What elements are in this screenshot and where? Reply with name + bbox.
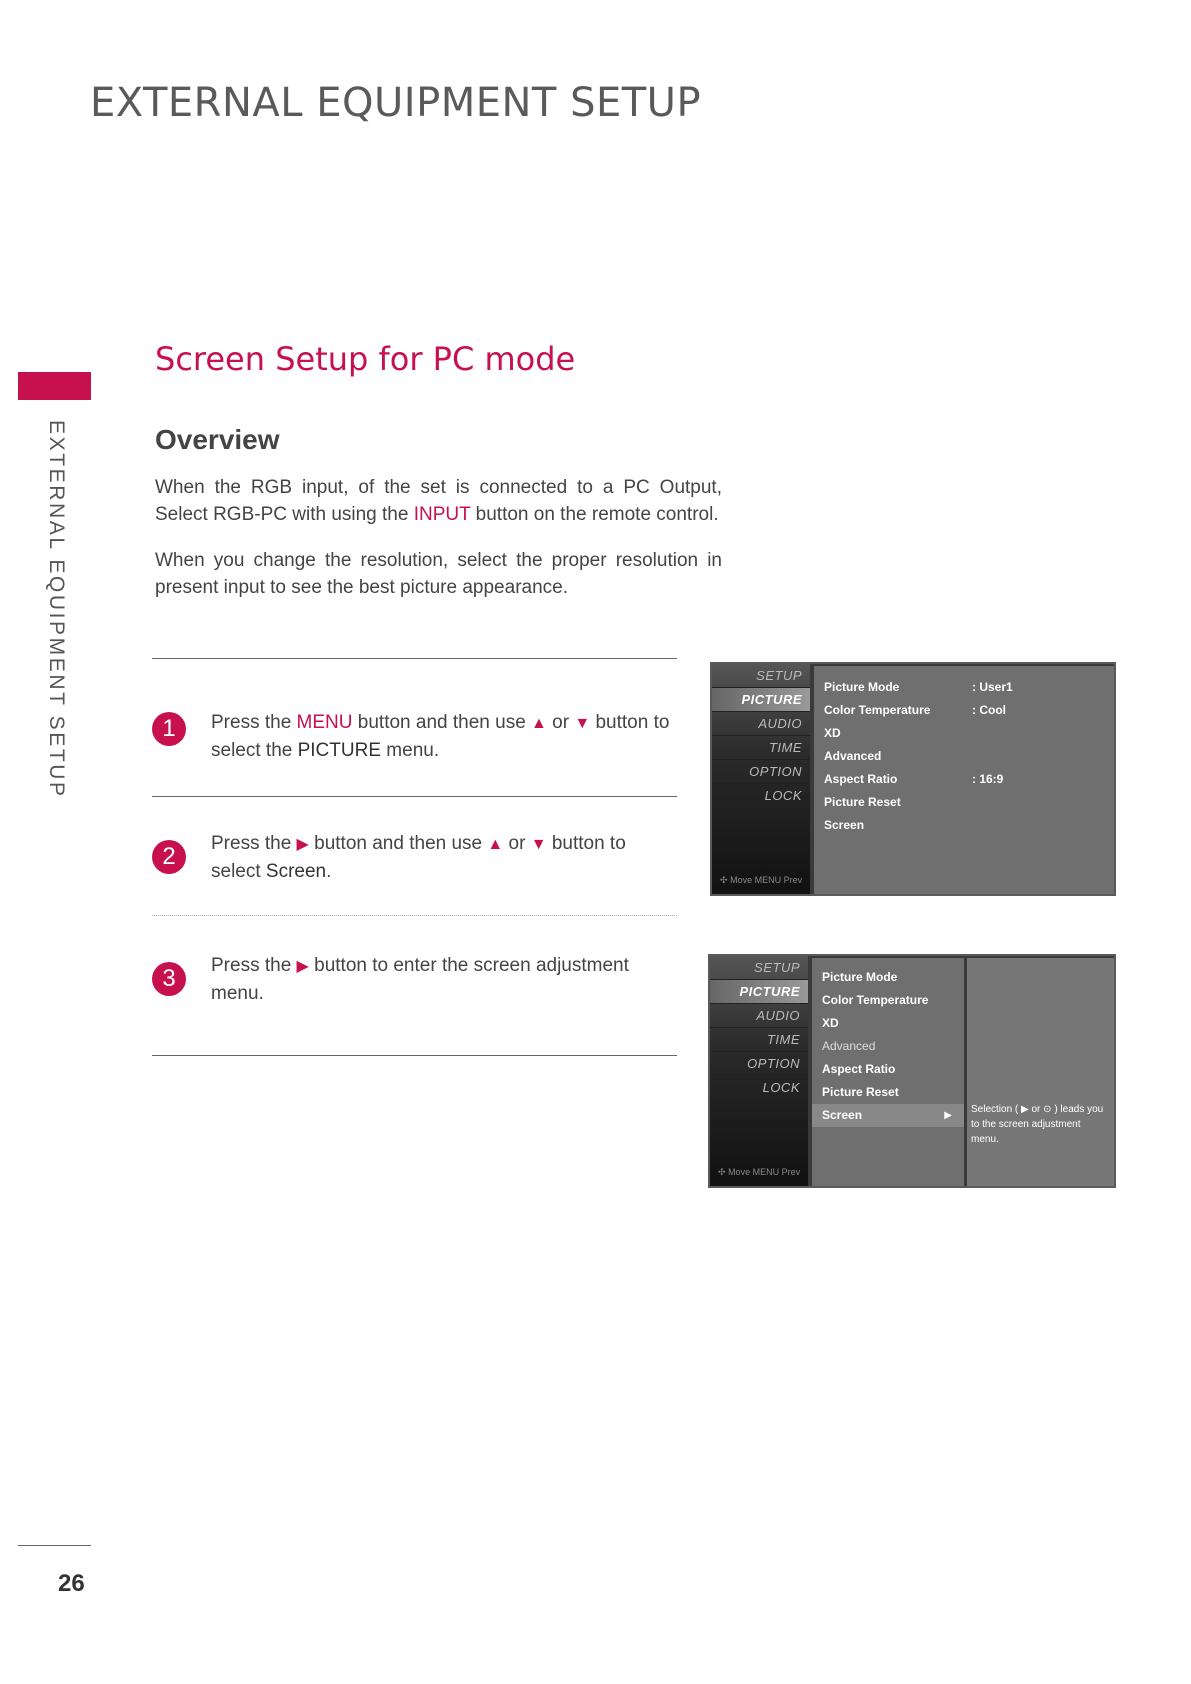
- osd-row-label: Screen: [822, 1108, 863, 1122]
- overview-heading: Overview: [155, 424, 280, 455]
- osd-prev-label: Prev: [781, 1167, 801, 1177]
- osd-tab-setup: SETUP: [712, 664, 810, 688]
- step-3-text: [211, 952, 671, 1007]
- up-arrow-icon: ▲: [487, 836, 504, 853]
- text: or: [546, 712, 575, 733]
- text: button to enter the screen adjustment menu.: [211, 955, 629, 1004]
- osd-row: [814, 699, 1114, 722]
- osd-tab-lock: LOCK: [710, 1076, 808, 1100]
- down-arrow-icon: ▼: [574, 715, 591, 732]
- osd-row-label: XD: [824, 726, 841, 740]
- osd-picture-menu: [710, 662, 1116, 896]
- osd-tab-time: TIME: [712, 736, 810, 760]
- side-tab-marker: [18, 372, 91, 400]
- text: menu.: [381, 740, 440, 761]
- osd-row-label: Picture Reset: [824, 795, 901, 809]
- text: button and then use: [352, 712, 532, 733]
- osd-tab-setup: SETUP: [710, 956, 808, 980]
- osd-options-panel: [812, 958, 964, 1186]
- osd-options-panel: [814, 666, 1114, 894]
- osd-row-selected: [812, 1104, 964, 1127]
- down-arrow-icon: ▼: [530, 836, 547, 853]
- osd-row: Aspect Ratio: [822, 1062, 896, 1076]
- page-title: EXTERNAL EQUIPMENT SETUP: [90, 80, 702, 126]
- osd-row-label: Color Temperature: [824, 703, 931, 717]
- footer-divider: [18, 1545, 91, 1546]
- divider: [152, 796, 677, 797]
- text: Press the: [211, 955, 297, 976]
- osd-row: Color Temperature: [822, 993, 929, 1007]
- osd-row: Picture Reset: [822, 1085, 899, 1099]
- osd-tab-audio: AUDIO: [710, 1004, 808, 1028]
- step-number-1: 1: [152, 712, 186, 746]
- osd-tab-picture: PICTURE: [710, 980, 808, 1004]
- text: button and then use: [308, 833, 488, 854]
- text: Press the: [211, 712, 297, 733]
- osd-screen-menu: [708, 954, 1116, 1188]
- step-number-2: 2: [152, 840, 186, 874]
- osd-row: [814, 791, 1114, 814]
- osd-prev-label: Prev: [783, 875, 803, 885]
- move-icon: ✣: [720, 875, 728, 885]
- osd-row: [814, 676, 1114, 699]
- menu-button-name: MENU: [296, 712, 353, 733]
- chevron-right-icon: ▶: [944, 1110, 952, 1121]
- osd-row: [814, 814, 1114, 837]
- text: or: [503, 833, 531, 854]
- up-arrow-icon: ▲: [531, 715, 547, 732]
- osd-tab-option: OPTION: [712, 760, 810, 784]
- overview-paragraph-2: When you change the resolution, select the proper resolution in present input to see the best picture appearance.: [155, 550, 722, 598]
- overview-paragraph-1: [155, 474, 722, 528]
- page-number: 26: [58, 1570, 85, 1597]
- text: button to select: [211, 833, 626, 882]
- osd-row: Advanced: [822, 1039, 876, 1053]
- right-arrow-icon: ▶: [296, 836, 309, 853]
- osd-help-panel: [967, 958, 1114, 1186]
- osd-menu-key: MENU: [754, 875, 782, 885]
- paragraph-text: When the RGB input, of the set is connected to a PC Output, Select RGB-PC with using the: [155, 477, 722, 525]
- osd-menu-key: MENU: [752, 1167, 780, 1177]
- osd-row: XD: [822, 1016, 839, 1030]
- osd-tab-option: OPTION: [710, 1052, 808, 1076]
- osd-tab-column: [712, 664, 810, 894]
- divider: [152, 915, 677, 916]
- osd-row-label: Screen: [824, 818, 865, 832]
- osd-row: [814, 745, 1114, 768]
- divider: [152, 1055, 677, 1056]
- text: Press the: [211, 833, 297, 854]
- input-button-name: INPUT: [413, 504, 471, 525]
- osd-row-label: Picture Mode: [824, 680, 900, 694]
- osd-move-label: Move: [730, 875, 753, 885]
- text: button to select the: [211, 712, 670, 761]
- osd-tab-time: TIME: [710, 1028, 808, 1052]
- osd-tab-lock: LOCK: [712, 784, 810, 808]
- osd-row-value: : 16:9: [972, 772, 1004, 786]
- paragraph-text: button on the remote control.: [470, 504, 719, 525]
- divider: [152, 658, 677, 659]
- osd-row: [814, 722, 1114, 745]
- osd-footer: [720, 875, 802, 886]
- side-section-label: EXTERNAL EQUIPMENT SETUP: [45, 420, 68, 799]
- screen-item-name: Screen: [265, 861, 327, 882]
- osd-tab-column: [710, 956, 808, 1186]
- section-title: Screen Setup for PC mode: [155, 340, 576, 378]
- osd-tab-audio: AUDIO: [712, 712, 810, 736]
- osd-help-text: Selection ( ▶ or ⊙ ) leads you to the screen adjustment menu.: [971, 1104, 1104, 1145]
- step-2-text: [211, 830, 671, 885]
- picture-menu-name: PICTURE: [297, 740, 382, 761]
- step-number-3: 3: [152, 962, 186, 996]
- text: .: [326, 861, 332, 882]
- osd-row: Picture Mode: [822, 970, 898, 984]
- osd-footer: [718, 1167, 800, 1178]
- osd-row-value: : Cool: [972, 703, 1006, 717]
- osd-move-label: Move: [728, 1167, 751, 1177]
- move-icon: ✣: [718, 1167, 726, 1177]
- osd-row-label: Advanced: [824, 749, 882, 763]
- osd-tab-picture: PICTURE: [712, 688, 810, 712]
- step-1-text: [211, 709, 671, 764]
- osd-row: [814, 768, 1114, 791]
- osd-row-label: Aspect Ratio: [824, 772, 898, 786]
- right-arrow-icon: ▶: [296, 958, 309, 975]
- osd-row-value: : User1: [972, 680, 1013, 694]
